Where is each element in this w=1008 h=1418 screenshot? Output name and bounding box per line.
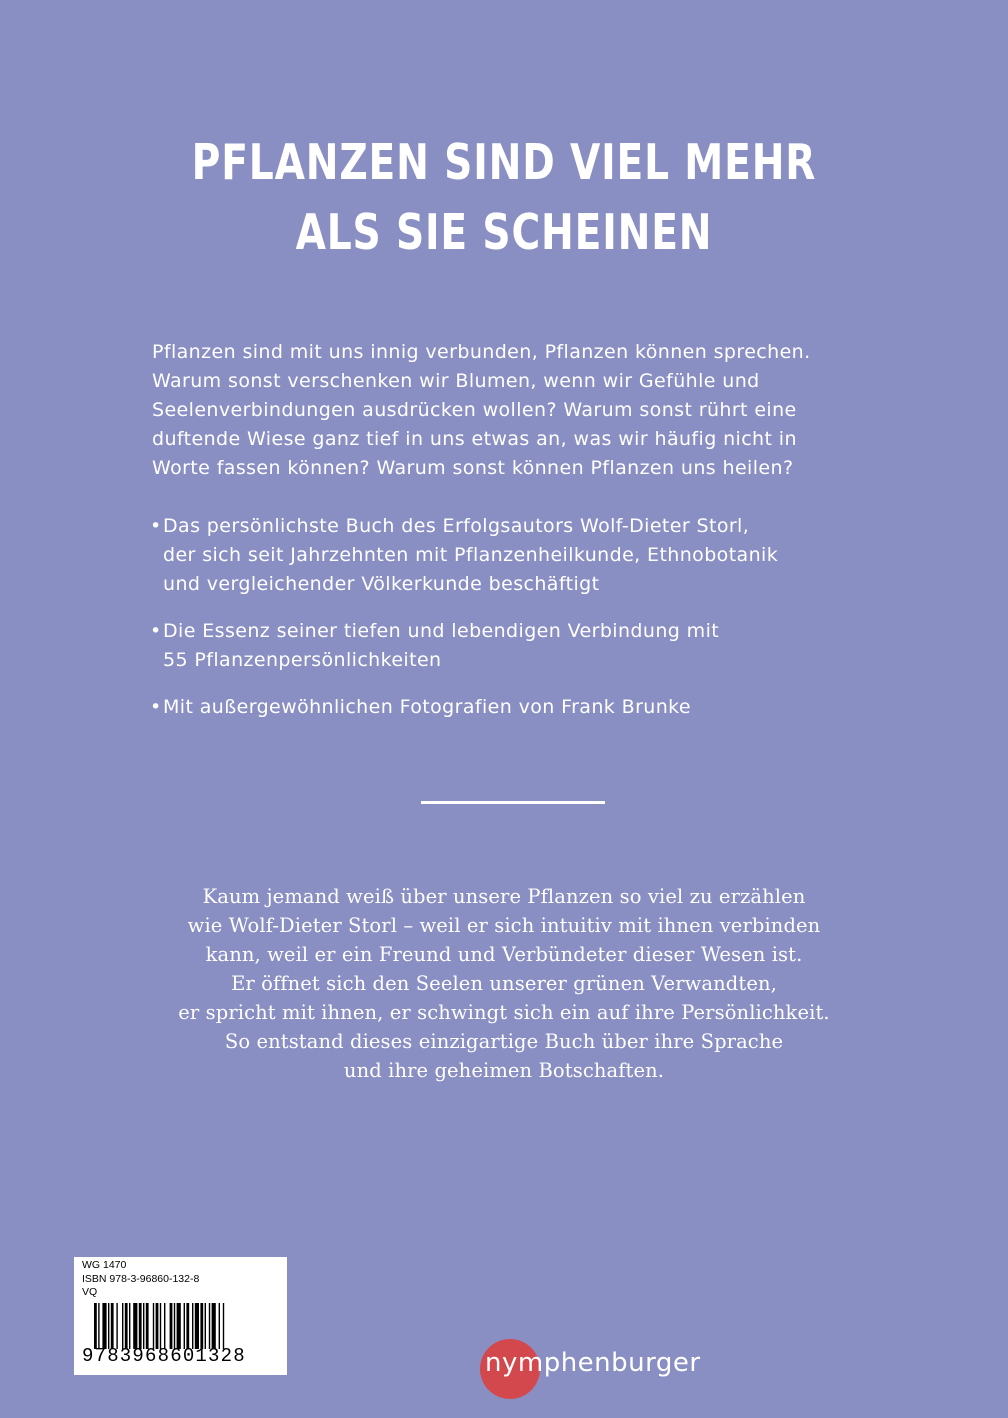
- intro-line: Worte fassen können? Warum sonst können Pflanzen uns heilen?: [152, 457, 794, 479]
- feature-line: Mit außergewöhnlichen Fotografien von Frank Brunke: [163, 696, 691, 718]
- bullet-dot: •: [150, 515, 162, 537]
- quote-line: wie Wolf-Dieter Storl – weil er sich intuitiv mit ihnen verbinden: [187, 914, 821, 937]
- barcode-icon: [94, 1303, 279, 1349]
- barcode-digits: 9783968601328: [82, 1345, 246, 1367]
- intro-paragraph: [152, 338, 882, 483]
- feature-item: [150, 512, 910, 599]
- bullet-dot: •: [150, 620, 162, 642]
- code: VQ: [82, 1286, 98, 1298]
- quote-line: kann, weil er ein Freund und Verbündeter dieser Wesen ist.: [205, 943, 803, 966]
- headline-line-1: PFLANZEN SIND VIEL MEHR: [191, 134, 817, 191]
- quote-line: Kaum jemand weiß über unsere Pflanzen so viel zu erzählen: [202, 885, 806, 908]
- publisher-logo: [476, 1337, 736, 1401]
- feature-list: [150, 512, 910, 740]
- feature-line: der sich seit Jahrzehnten mit Pflanzenheilkunde, Ethnobotanik: [163, 544, 779, 566]
- feature-line: Die Essenz seiner tiefen und lebendigen Verbindung mit: [163, 620, 720, 642]
- intro-line: Pflanzen sind mit uns innig verbunden, Pflanzen können sprechen.: [152, 341, 811, 363]
- divider: [421, 801, 605, 804]
- bullet-dot: •: [150, 696, 162, 718]
- publisher-name: nymphenburger: [485, 1348, 701, 1378]
- headline: [101, 128, 907, 268]
- quote-line: Er öffnet sich den Seelen unserer grünen Verwandten,: [231, 972, 777, 995]
- feature-item: [150, 617, 910, 675]
- isbn: ISBN 978-3-96860-132-8: [82, 1272, 200, 1285]
- intro-line: duftende Wiese ganz tief in uns etwas an, was wir häufig nicht in: [152, 428, 797, 450]
- intro-line: Warum sonst verschenken wir Blumen, wenn wir Gefühle und: [152, 370, 760, 392]
- barcode-label: [74, 1257, 287, 1375]
- feature-line: Das persönlichste Buch des Erfolgsautors Wolf-Dieter Storl,: [163, 515, 750, 537]
- author-quote: [0, 882, 1008, 1085]
- quote-line: So entstand dieses einzigartige Buch über ihre Sprache: [224, 1030, 784, 1053]
- feature-item: [150, 693, 910, 722]
- feature-line: und vergleichender Völkerkunde beschäftigt: [163, 573, 600, 595]
- quote-line: er spricht mit ihnen, er schwingt sich ein auf ihre Persönlichkeit.: [178, 1001, 830, 1024]
- intro-line: Seelenverbindungen ausdrücken wollen? Warum sonst rührt eine: [152, 399, 797, 421]
- product-group: WG 1470: [82, 1259, 127, 1271]
- feature-line: 55 Pflanzenpersönlichkeiten: [163, 649, 442, 671]
- headline-line-2: ALS SIE SCHEINEN: [295, 204, 713, 261]
- quote-line: und ihre geheimen Botschaften.: [343, 1059, 665, 1082]
- barcode-meta: [82, 1259, 199, 1300]
